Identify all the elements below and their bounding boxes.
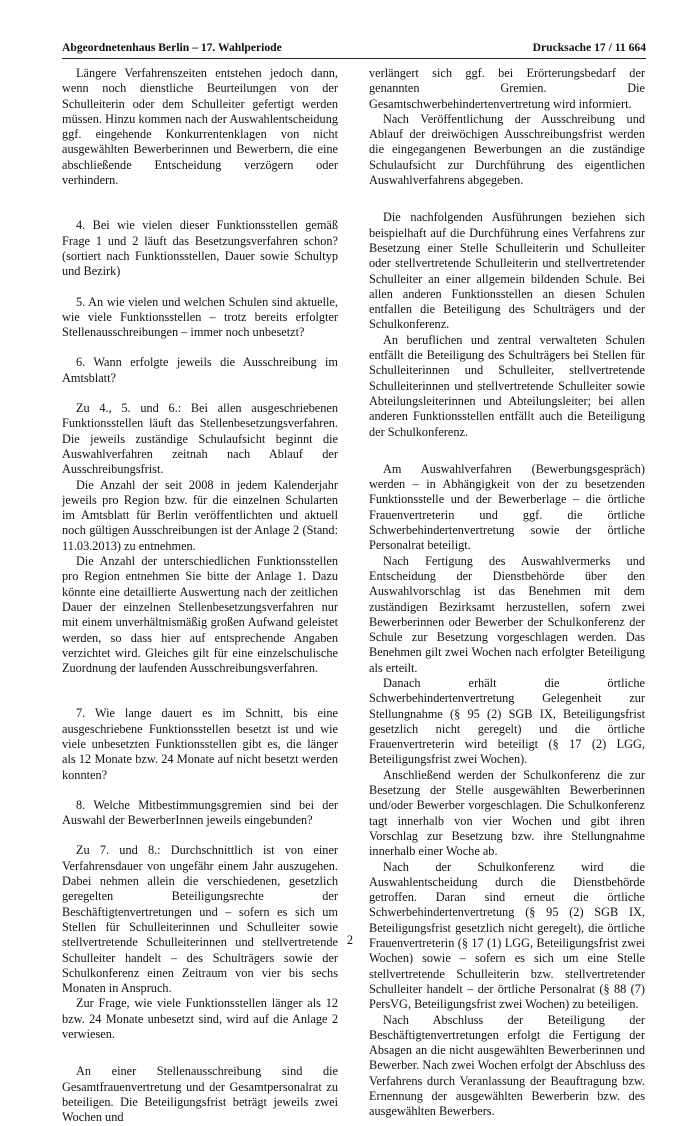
question-5: 5. An wie vielen und welchen Schulen sind aktuelle, wie viele Funktionsstellen – trotz bereits erfolgter Stellenausschreibungen – immer noch unbesetzt? — [62, 294, 338, 340]
paragraph: Längere Verfahrenszeiten entstehen jedoch dann, wenn noch dienstliche Beurteilungen von der Schulleiterin oder dem Schulleiter gefertigt werden müssen. Hinzu kommen nach der Auswahlentscheidung ggf. eingehende Konkurrentenklagen von nicht ausgewählten Bewerberinnen und Bewerbern, die eine abschließende Entscheidung verzögern oder verhindern. — [62, 66, 338, 188]
answer-7-8: Zu 7. und 8.: Durchschnittlich ist von einer Verfahrensdauer von ungefähr einem Jahr auszugehen. Dabei nehmen allein die verschiedenen, gesetzlich geregelten Beteiligungsrechte der Beschäftigtenvertretungen und – sofern es sich um Stellen für Schulleiterinnen und Schulleiter sowie stellvertretende Schulleiterinnen und stellvertretende Schulleiter handelt – des Schulträgers sowie der Schulkonferenz einen Zeitraum von vier bis sechs Monaten in Anspruch. — [62, 843, 338, 996]
left-column — [62, 66, 338, 1126]
question-8: 8. Welche Mitbestimmungsgremien sind bei der Auswahl der BewerberInnen jeweils eingebunden? — [62, 797, 338, 828]
paragraph: Die Anzahl der unterschiedlichen Funktionsstellen pro Region entnehmen Sie bitte der Anlage 1. Dazu könnte eine detaillierte Auswertung nach der zeitlichen Dauer der einzelnen Stellenbesetzungsverfahren nur mit einem unverhältnismäßig großen Aufwand geleistet werden, so dass hier auf entsprechende Angaben verzichtet wird. Gleiches gilt für eine einzelschulische Zuordnung der laufenden Ausschreibungsverfahren. — [62, 554, 338, 676]
page-number: 2 — [346, 933, 354, 947]
paragraph: Die nachfolgenden Ausführungen beziehen sich beispielhaft auf die Durchführung eines Verfahrens zur Besetzung einer Stelle Schulleiterin und Schulleiter oder stellvertretende Schulleiterin und stellvertretender Schulleiter an einer allgemein bildenden Schule. Bei allen anderen Funktionsstellen an diesen Schulen entfallen die Beteiligung des Schulträgers und der Schulkonferenz. — [369, 210, 645, 332]
paragraph: Danach erhält die örtliche Schwerbehindertenvertretung Gelegenheit zur Stellungnahme (§ 95 (2) SGB IX, Beteiligungsfrist gesetzlich nicht geregelt) und die örtliche Frauenvertreterin wird beteiligt (§ 17 (2) LGG, Beteiligungsfrist zwei Wochen). — [369, 675, 645, 767]
page-header — [62, 38, 646, 58]
paragraph: An einer Stellenausschreibung sind die Gesamtfrauenvertretung und der Gesamtpersonalrat zu beteiligen. Die Beteiligungsfrist beträgt jeweils zwei Wochen und — [62, 1064, 338, 1125]
header-parliament: Abgeordnetenhaus Berlin – 17. Wahlperiode — [62, 41, 282, 54]
paragraph: Zur Frage, wie viele Funktionsstellen länger als 12 bzw. 24 Monate unbesetzt sind, wird auf die Anlage 2 verwiesen. — [62, 996, 338, 1042]
paragraph: Nach Fertigung des Auswahlvermerks und Entscheidung der Dienstbehörde über den Auswahlvorschlag ist das Benehmen mit dem zuständigen Bezirksamt herzustellen, sofern zwei Bewerberinnen oder Bewerber der Schulkonferenz der Schule zur Besetzung vorgeschlagen werden. Das Benehmen gilt zwei Wochen nach erfolgter Beteiligung als erteilt. — [369, 553, 645, 675]
header-document-number: Drucksache 17 / 11 664 — [532, 41, 646, 54]
paragraph: Nach Veröffentlichung der Ausschreibung und Ablauf der dreiwöchigen Ausschreibungsfrist werden die eingegangenen Bewerbungen an die zuständige Schulaufsicht zur Durchführung des eigentlichen Auswahlverfahrens abgegeben. — [369, 111, 645, 188]
paragraph: Anschließend werden der Schulkonferenz die zur Besetzung der Stelle ausgewählten Bewerberinnen und/oder Bewerber vorgeschlagen. Die Schulkonferenz tagt innerhalb von vier Wochen und gibt ihren Vorschlag zur Besetzung bzw. ihre Stellungnahme innerhalb einer Woche ab. — [369, 767, 645, 859]
answer-4-5-6: Zu 4., 5. und 6.: Bei allen ausgeschriebenen Funktionsstellen läuft das Stellenbesetzungsverfahren. Die jeweils zuständige Schulaufsicht beginnt die Auswahlverfahren zeitnah nach Ablauf der Ausschreibungsfrist. — [62, 401, 338, 477]
right-column — [369, 66, 645, 1120]
paragraph: verlängert sich ggf. bei Erörterungsbedarf der genannten Gremien. Die Gesamtschwerbehindertenvertretung wird informiert. — [369, 66, 645, 111]
paragraph: Am Auswahlverfahren (Bewerbungsgespräch) werden – in Abhängigkeit von der zu besetzenden Funktionsstelle und der Bewerberlage – die örtliche Frauenvertreterin und ggf. die örtliche Schwerbehindertenvertretung sowie der örtliche Personalrat beteiligt. — [369, 461, 645, 553]
header-divider — [62, 58, 646, 59]
paragraph: An beruflichen und zentral verwalteten Schulen entfällt die Beteiligung des Schulträgers bei Stellen für Schulleiterinnen und Schulleiter, stellvertretende Schulleiterinnen und stellvertretende Schulleiter sowie Abteilungsleiterinnen und Abteilungsleiter; bei allen anderen Funktionsstellen entfällt auch die Beteiligung der Schulkonferenz. — [369, 332, 645, 439]
paragraph: Nach der Schulkonferenz wird die Auswahlentscheidung durch die Dienstbehörde getroffen. Daran sind erneut die örtliche Schwerbehindertenvertretung (§ 95 (2) SGB IX, Beteiligungsfrist gesetzlich nicht geregelt), die örtliche Frauenvertreterin (§ 17 (1) LGG, Beteiligungsfrist zwei Wochen) sowie – sofern es sich um eine Stelle stellvertretende Schulleiterin bzw. stellvertretender Schulleiter handelt – der örtliche Personalrat (§ 88 (7) PersVG, Beteiligungsfrist zwei Wochen) zu beteiligen. — [369, 859, 645, 1012]
question-7: 7. Wie lange dauert es im Schnitt, bis eine ausgeschriebene Funktionsstellen besetzt ist und wie viele unbesetzten Funktionsstellen gibt es, die länger als 12 Monate bzw. 24 Monate auf nicht besetzt werden konnten? — [62, 706, 338, 782]
question-4: 4. Bei wie vielen dieser Funktionsstellen gemäß Frage 1 und 2 läuft das Besetzungsverfahren schon? (sortiert nach Funktionsstellen, Dauer sowie Schultyp und Bezirk) — [62, 218, 338, 279]
paragraph: Nach Abschluss der Beteiligung der Beschäftigtenvertretungen erfolgt die Fertigung der Absagen an die nicht ausgewählten Bewerberinnen und Bewerber. Nach zwei Wochen erfolgt der Abschluss des Verfahrens durch Veranlassung der Beauftragung bzw. Ernennung der ausgewählten Bewerberin bzw. des ausgewählten Bewerbers. — [369, 1012, 645, 1119]
question-6: 6. Wann erfolgte jeweils die Ausschreibung im Amtsblatt? — [62, 355, 338, 385]
paragraph: Die Anzahl der seit 2008 in jedem Kalenderjahr jeweils pro Region bzw. für die einzelnen Schularten im Amtsblatt für Berlin veröffentlichten und aktuell noch gültigen Ausschreibungen ist der Anlage 2 (Stand: 11.03.2013) zu entnehmen. — [62, 477, 338, 553]
